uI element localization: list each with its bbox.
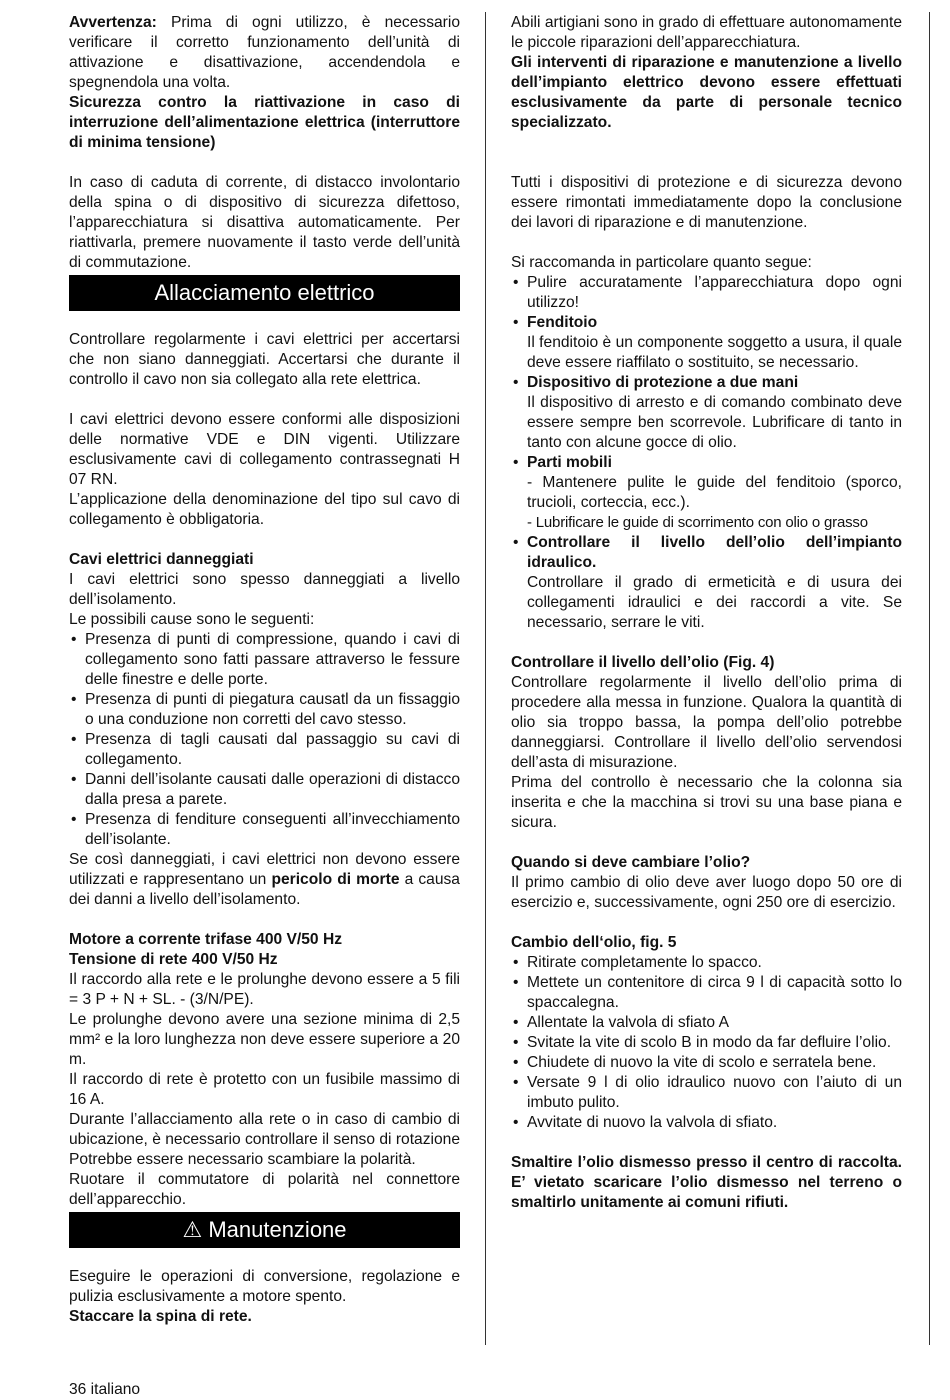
list-item: • Versate 9 l di olio idraulico nuovo con l’aiuto di un imbuto pulito. xyxy=(511,1073,902,1113)
right-column xyxy=(511,13,902,1213)
list-item: • Chiudete di nuovo la vite di scolo e serratela bene. xyxy=(511,1053,902,1073)
electrical-paragraph-3: L’applicazione della denominazione del tipo sul cavo di collegamento è obbligatoria. xyxy=(69,491,460,528)
list-item-title: • Controllare il livello dell’olio dell’impianto idraulico. xyxy=(527,534,902,571)
warning-text: Prima di ogni utilizzo, è necessario verificare il corretto funzionamento dell’unità di attivazione e disattivazione, accendendola e spegnendola una volta. xyxy=(69,14,460,91)
motor-heading-1: Motore a corrente trifase 400 V/50 Hz xyxy=(69,931,342,948)
motor-paragraph-4: Durante l’allacciamento alla rete o in caso di cambio di ubicazione, è necessario controllare il senso di rotazione Potrebbe essere necessario scambiare la polarità. xyxy=(69,1111,460,1168)
motor-paragraph-5: Ruotare il commutatore di polarità nel connettore dell’apparecchio. xyxy=(69,1171,460,1208)
list-item: • Mettete un contenitore di circa 9 l di capacità sotto lo spaccalegna. xyxy=(511,973,902,1013)
list-item-text: Il dispositivo di arresto e di comando combinato deve essere sempre ben scorrevole. Lubrificare di tanto in tanto con alcune gocce di olio. xyxy=(527,394,902,451)
list-item: • Avvitate di nuovo la valvola di sfiato. xyxy=(511,1113,902,1133)
oil-level-paragraph-2: Prima del controllo è necessario che la colonna sia inserita e che la macchina si trovi su una base piana e sicura. xyxy=(511,774,902,831)
damaged-cables-heading: Cavi elettrici danneggiati xyxy=(69,551,254,568)
danger-text-post: a causa dei danni a livello dell’isolamento. xyxy=(69,871,460,908)
oil-level-paragraph-1: Controllare regolarmente il livello dell’olio prima di procedere alla messa in funzione. Qualora la quantità di olio sia troppo bassa, la pompa dell’olio potrebbe danneggiarsi. Controllare il livello dell’olio servendosi dell’asta di misurazione. xyxy=(511,674,902,771)
list-item-text: Il fenditoio è un componente soggetto a usura, il quale deve essere riaffilato o sostituito, se necessario. xyxy=(527,334,902,371)
section-title-maintenance xyxy=(69,1212,460,1248)
list-item: • Presenza di fenditure conseguenti all’invecchiamento dell’isolante. xyxy=(69,810,460,850)
warning-triangle-icon: ⚠ xyxy=(182,1217,203,1242)
danger-text-pre: Se così danneggiati, i cavi elettrici non devono essere utilizzati e rappresentano un xyxy=(69,851,460,888)
list-item: • Presenza di tagli causati dal passaggio su cavi di collegamento. xyxy=(69,730,460,770)
maintenance-paragraph: Eseguire le operazioni di conversione, regolazione e pulizia esclusivamente a motore spento. xyxy=(69,1268,460,1305)
list-item: • Allentate la valvola di sfiato A xyxy=(511,1013,902,1033)
list-item-hydraulic-oil xyxy=(511,533,902,633)
unplug-instruction: Staccare la spina di rete. xyxy=(69,1308,252,1325)
danger-paragraph xyxy=(69,850,460,910)
motor-heading-2: Tensione di rete 400 V/50 Hz xyxy=(69,951,278,968)
electrical-paragraph-1: Controllare regolarmente i cavi elettrici per accertarsi che non siano danneggiati. Accertarsi che durante il controllo il cavo non sia collegato alla rete elettrica. xyxy=(69,331,460,388)
damaged-cables-paragraph-2: Le possibili cause sono le seguenti: xyxy=(69,611,315,628)
list-item-cleaning: • Pulire accuratamente l’apparecchiatura dopo ogni utilizzo! xyxy=(511,273,902,313)
damaged-causes-list xyxy=(69,630,460,850)
repair-specialist-warning: Gli interventi di riparazione e manutenzione a livello dell’impianto elettrico devono essere effettuati esclusivamente da parte di personale tecnico specializzato. xyxy=(511,54,902,131)
list-item-title: • Fenditoio xyxy=(527,314,598,331)
oil-disposal-warning: Smaltire l’olio dismesso presso il centro di raccolta. E’ vietato scaricare l’olio dismesso nel terreno o smaltirlo unitamente ai comuni rifiuti. xyxy=(511,1154,902,1211)
list-item: • Ritirate completamente lo spacco. xyxy=(511,953,902,973)
motor-paragraph-3: Il raccordo di rete è protetto con un fusibile massimo di 16 A. xyxy=(69,1071,460,1108)
list-item-text: - Lubrificare le guide di scorrimento con olio o grasso xyxy=(527,514,868,531)
list-item-text: - Mantenere pulite le guide del fenditoio (sporco, trucioli, corteccia, ecc.). xyxy=(527,474,902,511)
list-item: • Presenza di punti di piegatura causatl da un fissaggio o una conduzione non corretti del cavo stesso. xyxy=(69,690,460,730)
list-item: • Presenza di punti di compressione, quando i cavi di collegamento sono fatti passare attraverso le fessure delle finestre e delle porte. xyxy=(69,630,460,690)
warning-paragraph xyxy=(69,13,460,93)
repair-paragraph: Abili artigiani sono in grado di effettuare autonomamente le piccole riparazioni dell’apparecchiatura. xyxy=(511,14,902,51)
list-item: • Danni dell’isolante causati dalle operazioni di distacco dalla presa a parete. xyxy=(69,770,460,810)
list-item: • Svitate la vite di scolo B in modo da far defluire l’olio. xyxy=(511,1033,902,1053)
restart-protection-heading: Sicurezza contro la riattivazione in caso di interruzione dell’alimentazione elettrica (interruttore di minima tensione) xyxy=(69,94,460,151)
list-item-title: • Dispositivo di protezione a due mani xyxy=(527,374,799,391)
electrical-paragraph-2: I cavi elettrici devono essere conformi alle disposizioni delle normative VDE e DIN vigenti. Utilizzare esclusivamente cavi di collegamento contrassegnati H 07 RN. xyxy=(69,411,460,488)
oil-level-heading: Controllare il livello dell’olio (Fig. 4) xyxy=(511,654,775,671)
page-footer: 36 italiano xyxy=(69,1381,141,1398)
danger-text-bold: pericolo di morte xyxy=(271,871,400,888)
left-column xyxy=(69,13,460,1327)
recommendations-intro: Si raccomanda in particolare quanto segue: xyxy=(511,254,812,271)
oil-change-steps-list xyxy=(511,953,902,1133)
list-item-two-hand-device xyxy=(511,373,902,453)
section-title-electrical-connection: Allacciamento elettrico xyxy=(69,275,460,311)
list-item-splitter xyxy=(511,313,902,373)
maintenance-title-text: Manutenzione xyxy=(208,1217,347,1242)
restart-protection-text: In caso di caduta di corrente, di distacco involontario della spina o di dispositivo di sicurezza difettoso, l’apparecchiatura si disattiva automaticamente. Per riattivarla, premere nuovamente il tasto verde dell’unità di commutazione. xyxy=(69,174,460,271)
motor-paragraph-1: Il raccordo alla rete e le prolunghe devono essere a 5 fili = 3 P + N + SL. - (3/N/PE). xyxy=(69,971,460,1008)
recommendations-list xyxy=(511,273,902,633)
damaged-cables-paragraph-1: I cavi elettrici sono spesso danneggiati a livello dell’isolamento. xyxy=(69,571,460,608)
safety-devices-paragraph: Tutti i dispositivi di protezione e di sicurezza devono essere rimontati immediatamente dopo la conclusione dei lavori di riparazione e di manutenzione. xyxy=(511,174,902,231)
list-item-text: Controllare il grado di ermeticità e di usura dei collegamenti idraulici e dei raccordi a vite. Se necessario, serrare le viti. xyxy=(527,574,902,631)
column-divider-middle xyxy=(485,12,486,1345)
list-item-title: • Parti mobili xyxy=(527,454,612,471)
motor-paragraph-2: Le prolunghe devono avere una sezione minima di 2,5 mm² e la loro lunghezza non deve essere superiore a 20 m. xyxy=(69,1011,460,1068)
oil-change-when-heading: Quando si deve cambiare l’olio? xyxy=(511,854,751,871)
oil-change-heading: Cambio dell‘olio, fig. 5 xyxy=(511,934,677,951)
list-item-moving-parts xyxy=(511,453,902,533)
oil-change-when-text: Il primo cambio di olio deve aver luogo dopo 50 ore di esercizio e, successivamente, ogni 250 ore di esercizio. xyxy=(511,874,902,911)
warning-label: Avvertenza: xyxy=(69,14,157,31)
column-divider-right xyxy=(929,12,930,1345)
